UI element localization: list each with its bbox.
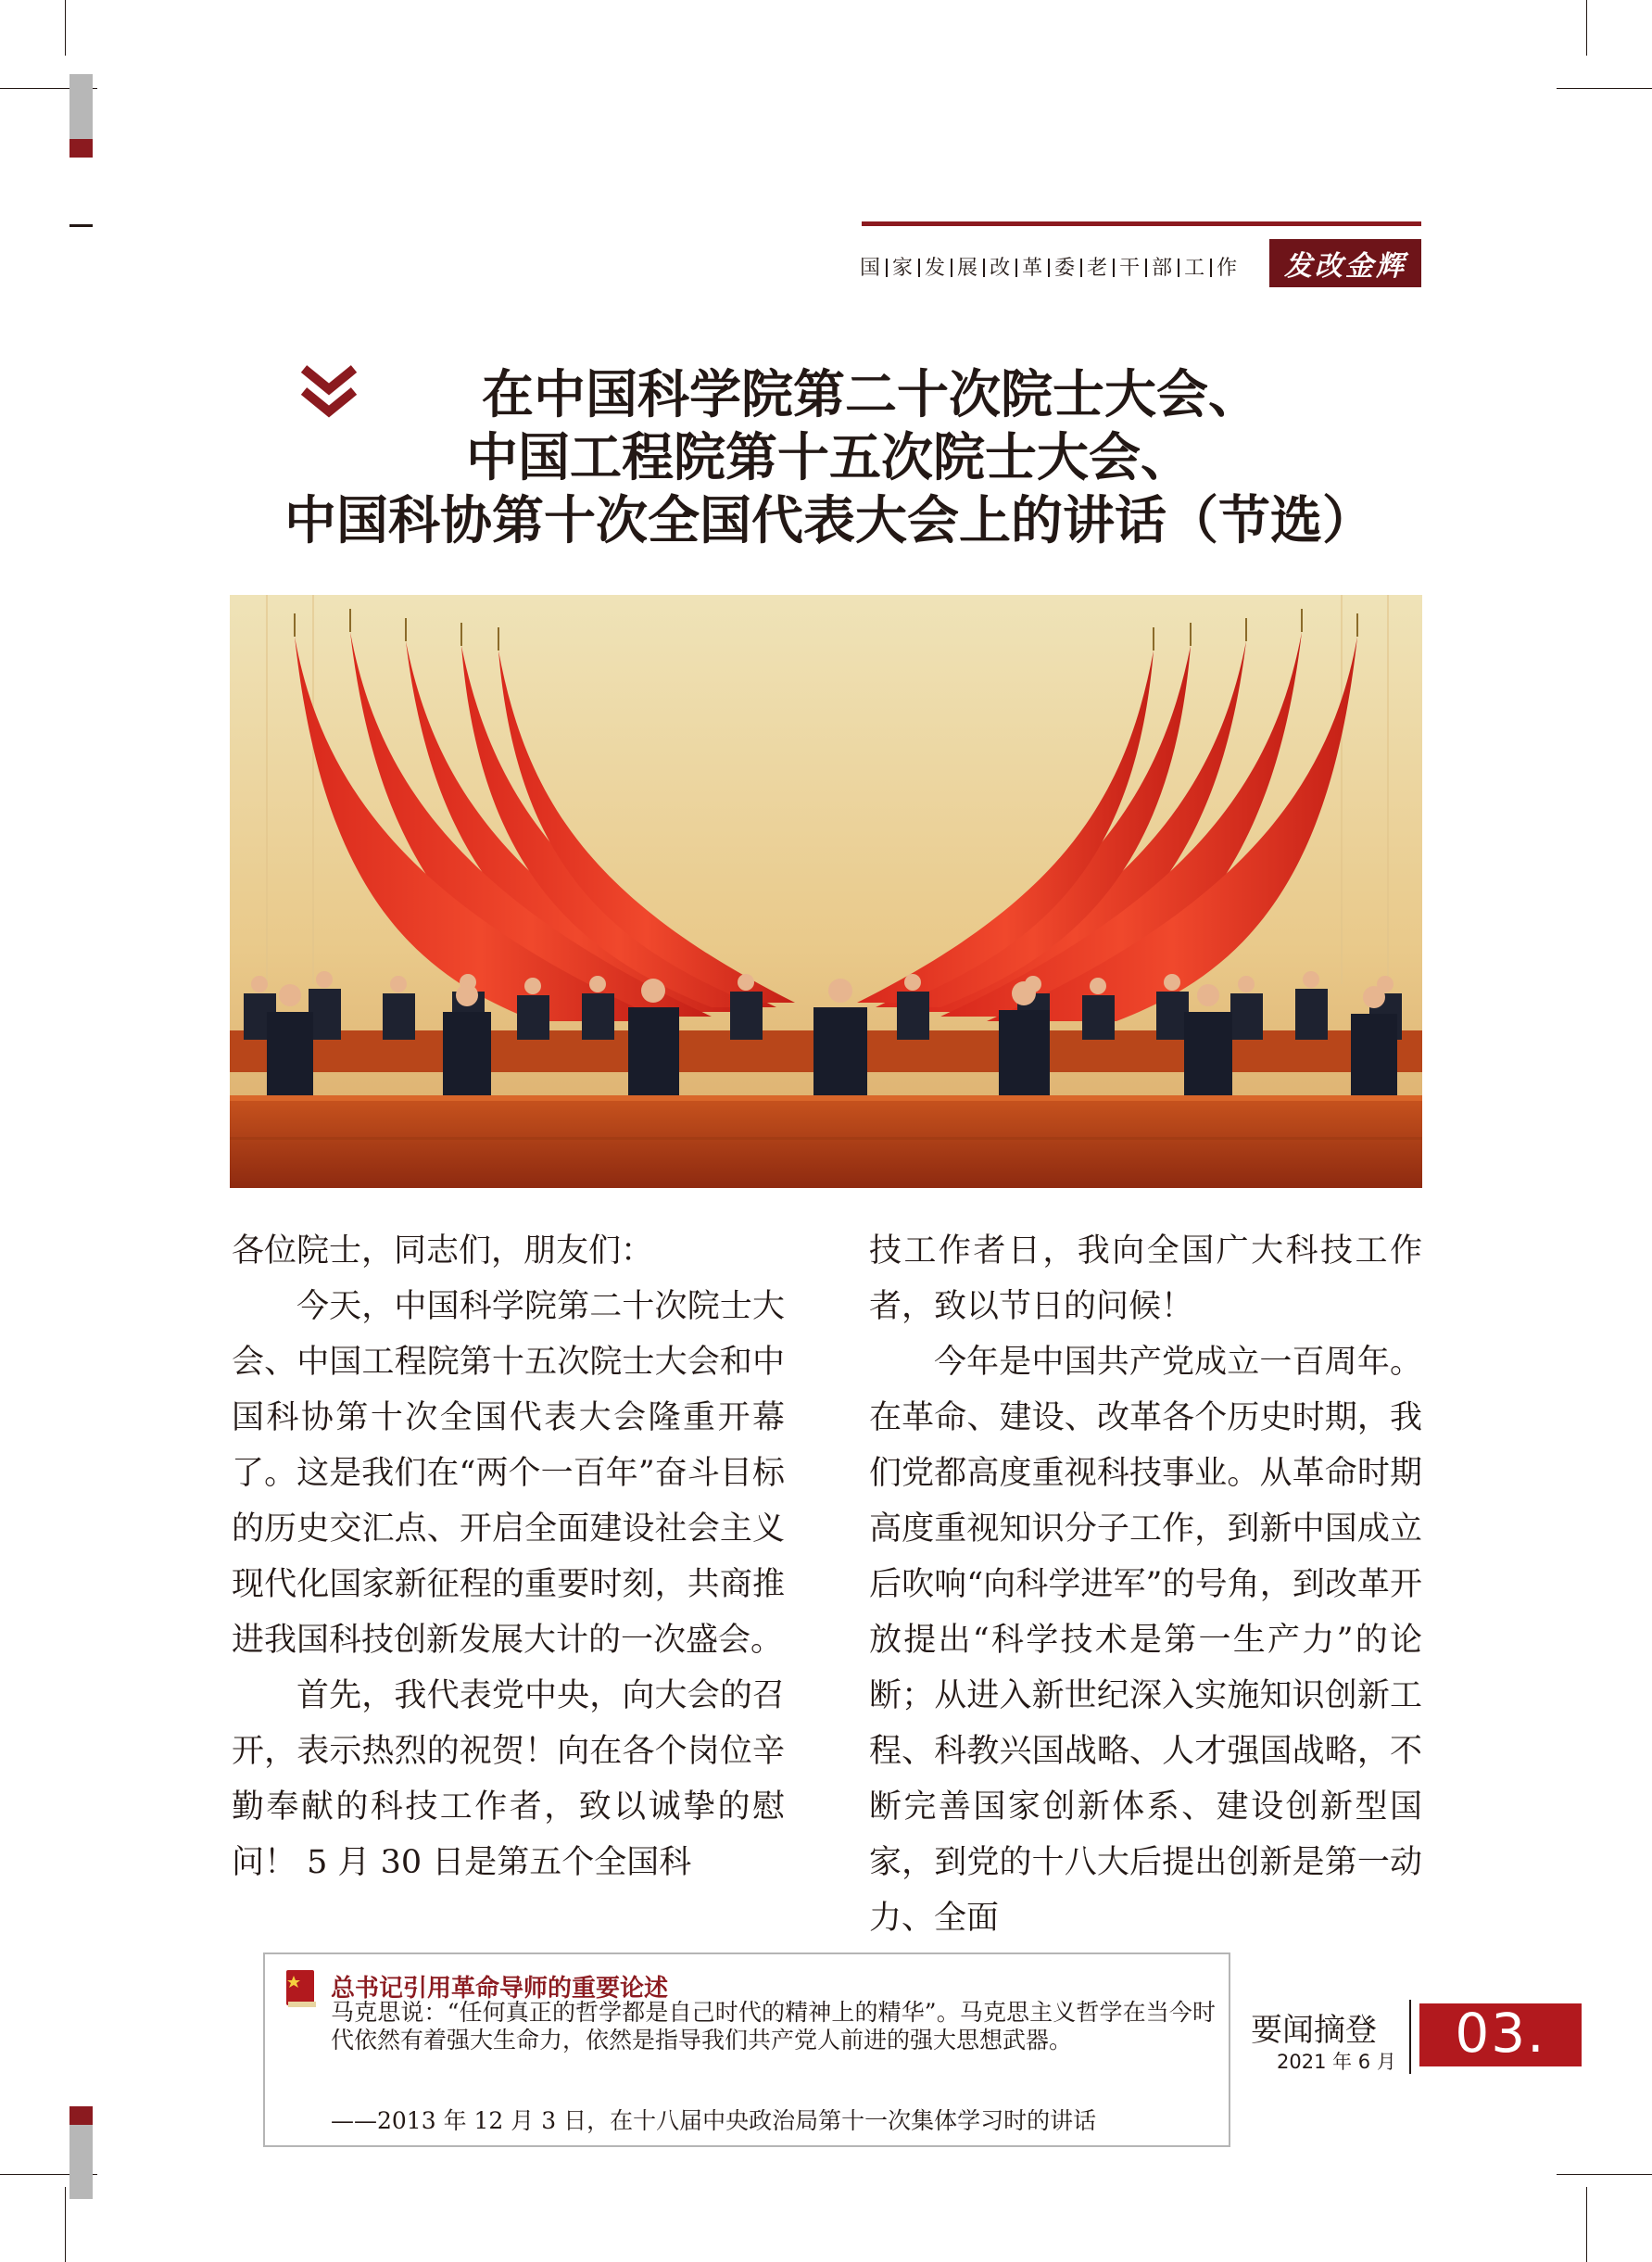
- separator: [1015, 259, 1017, 277]
- header-org: [860, 252, 1238, 281]
- org-char: 国: [860, 257, 882, 280]
- quote-source: ——2013 年 12 月 3 日，在十八届中央政治局第十一次集体学习时的讲话: [331, 2107, 1097, 2134]
- title-line: 中国科协第十次全国代表大会上的讲话（节选）: [284, 490, 1374, 551]
- quote-text: 马克思说：“任何真正的哲学都是自己时代的精神上的精华”。马克思主义哲学在当今时代依然有着强大生命力，依然是指导我们共产党人前进的强大思想武器。: [331, 1999, 1216, 2053]
- paragraph: 今天，中国科学院第二十次院士大会、中国工程院第十五次院士大会和中国科协第十次全国代表大会隆重开幕了。这是我们在“两个一百年”奋斗目标的历史交汇点、开启全面建设社会主义现代化国家新征程的重要时刻，共商推进我国科技创新发展大计的一次盛会。: [232, 1288, 785, 1659]
- separator: [951, 259, 952, 277]
- separator: [886, 259, 888, 277]
- org-char: 干: [1119, 257, 1141, 280]
- org-char: 改: [990, 257, 1012, 280]
- paragraph: 技工作者日，我向全国广大科技工作者，致以节日的问候！: [869, 1232, 1422, 1325]
- separator: [1210, 259, 1212, 277]
- column-brand: 发改金辉: [1269, 239, 1421, 287]
- org-char: 工: [1184, 257, 1206, 280]
- org-char: 革: [1022, 257, 1044, 280]
- org-char: 委: [1054, 257, 1077, 280]
- separator: [1145, 259, 1147, 277]
- quote-title: 总书记引用革命导师的重要论述: [331, 1975, 669, 2003]
- separator: [1080, 259, 1082, 277]
- body-column-right: [869, 1223, 1422, 1946]
- separator: [918, 259, 920, 277]
- issue-date: 2021 年 6 月: [1277, 2051, 1396, 2073]
- paragraph: 今年是中国共产党成立一百周年。在革命、建设、改革各个历史时期，我们党都高度重视科技事业。从革命时期高度重视知识分子工作，到新中国成立后吹响“向科学进军”的号角，到改革开放提出“科学技术是第一生产力”的论断；从进入新世纪深入实施知识创新工程、科教兴国战略、人才强国战略，不断完善国家创新体系、建设创新型国家，到党的十八大后提出创新是第一动力、全面: [869, 1344, 1422, 1937]
- paragraph: 首先，我代表党中央，向大会的召开，表示热烈的祝贺！向在各个岗位辛勤奉献的科技工作者，致以诚挚的慰问！ 5 月 30 日是第五个全国科: [232, 1677, 785, 1881]
- org-char: 发: [925, 257, 947, 280]
- org-char: 展: [957, 257, 979, 280]
- book-icon: [283, 1968, 320, 2009]
- org-char: 家: [892, 257, 914, 280]
- org-char: 老: [1087, 257, 1109, 280]
- article-title: [185, 363, 1473, 552]
- section-title: 要闻摘登: [1251, 2012, 1377, 2049]
- separator: [983, 259, 985, 277]
- salutation: 各位院士，同志们，朋友们：: [232, 1232, 654, 1270]
- title-line: 中国工程院第十五次院士大会、: [466, 427, 1192, 488]
- org-char: 部: [1152, 257, 1174, 280]
- title-line: 在中国科学院第二十次院士大会、: [482, 364, 1260, 425]
- header-rule: [862, 221, 1421, 226]
- separator: [1178, 259, 1179, 277]
- separator: [1113, 259, 1115, 277]
- page-number: 03.: [1455, 2002, 1546, 2065]
- divider: [1409, 2000, 1411, 2074]
- org-char: 作: [1217, 257, 1239, 280]
- conference-photo: [230, 595, 1422, 1188]
- body-column-left: [232, 1223, 785, 1890]
- separator: [1048, 259, 1050, 277]
